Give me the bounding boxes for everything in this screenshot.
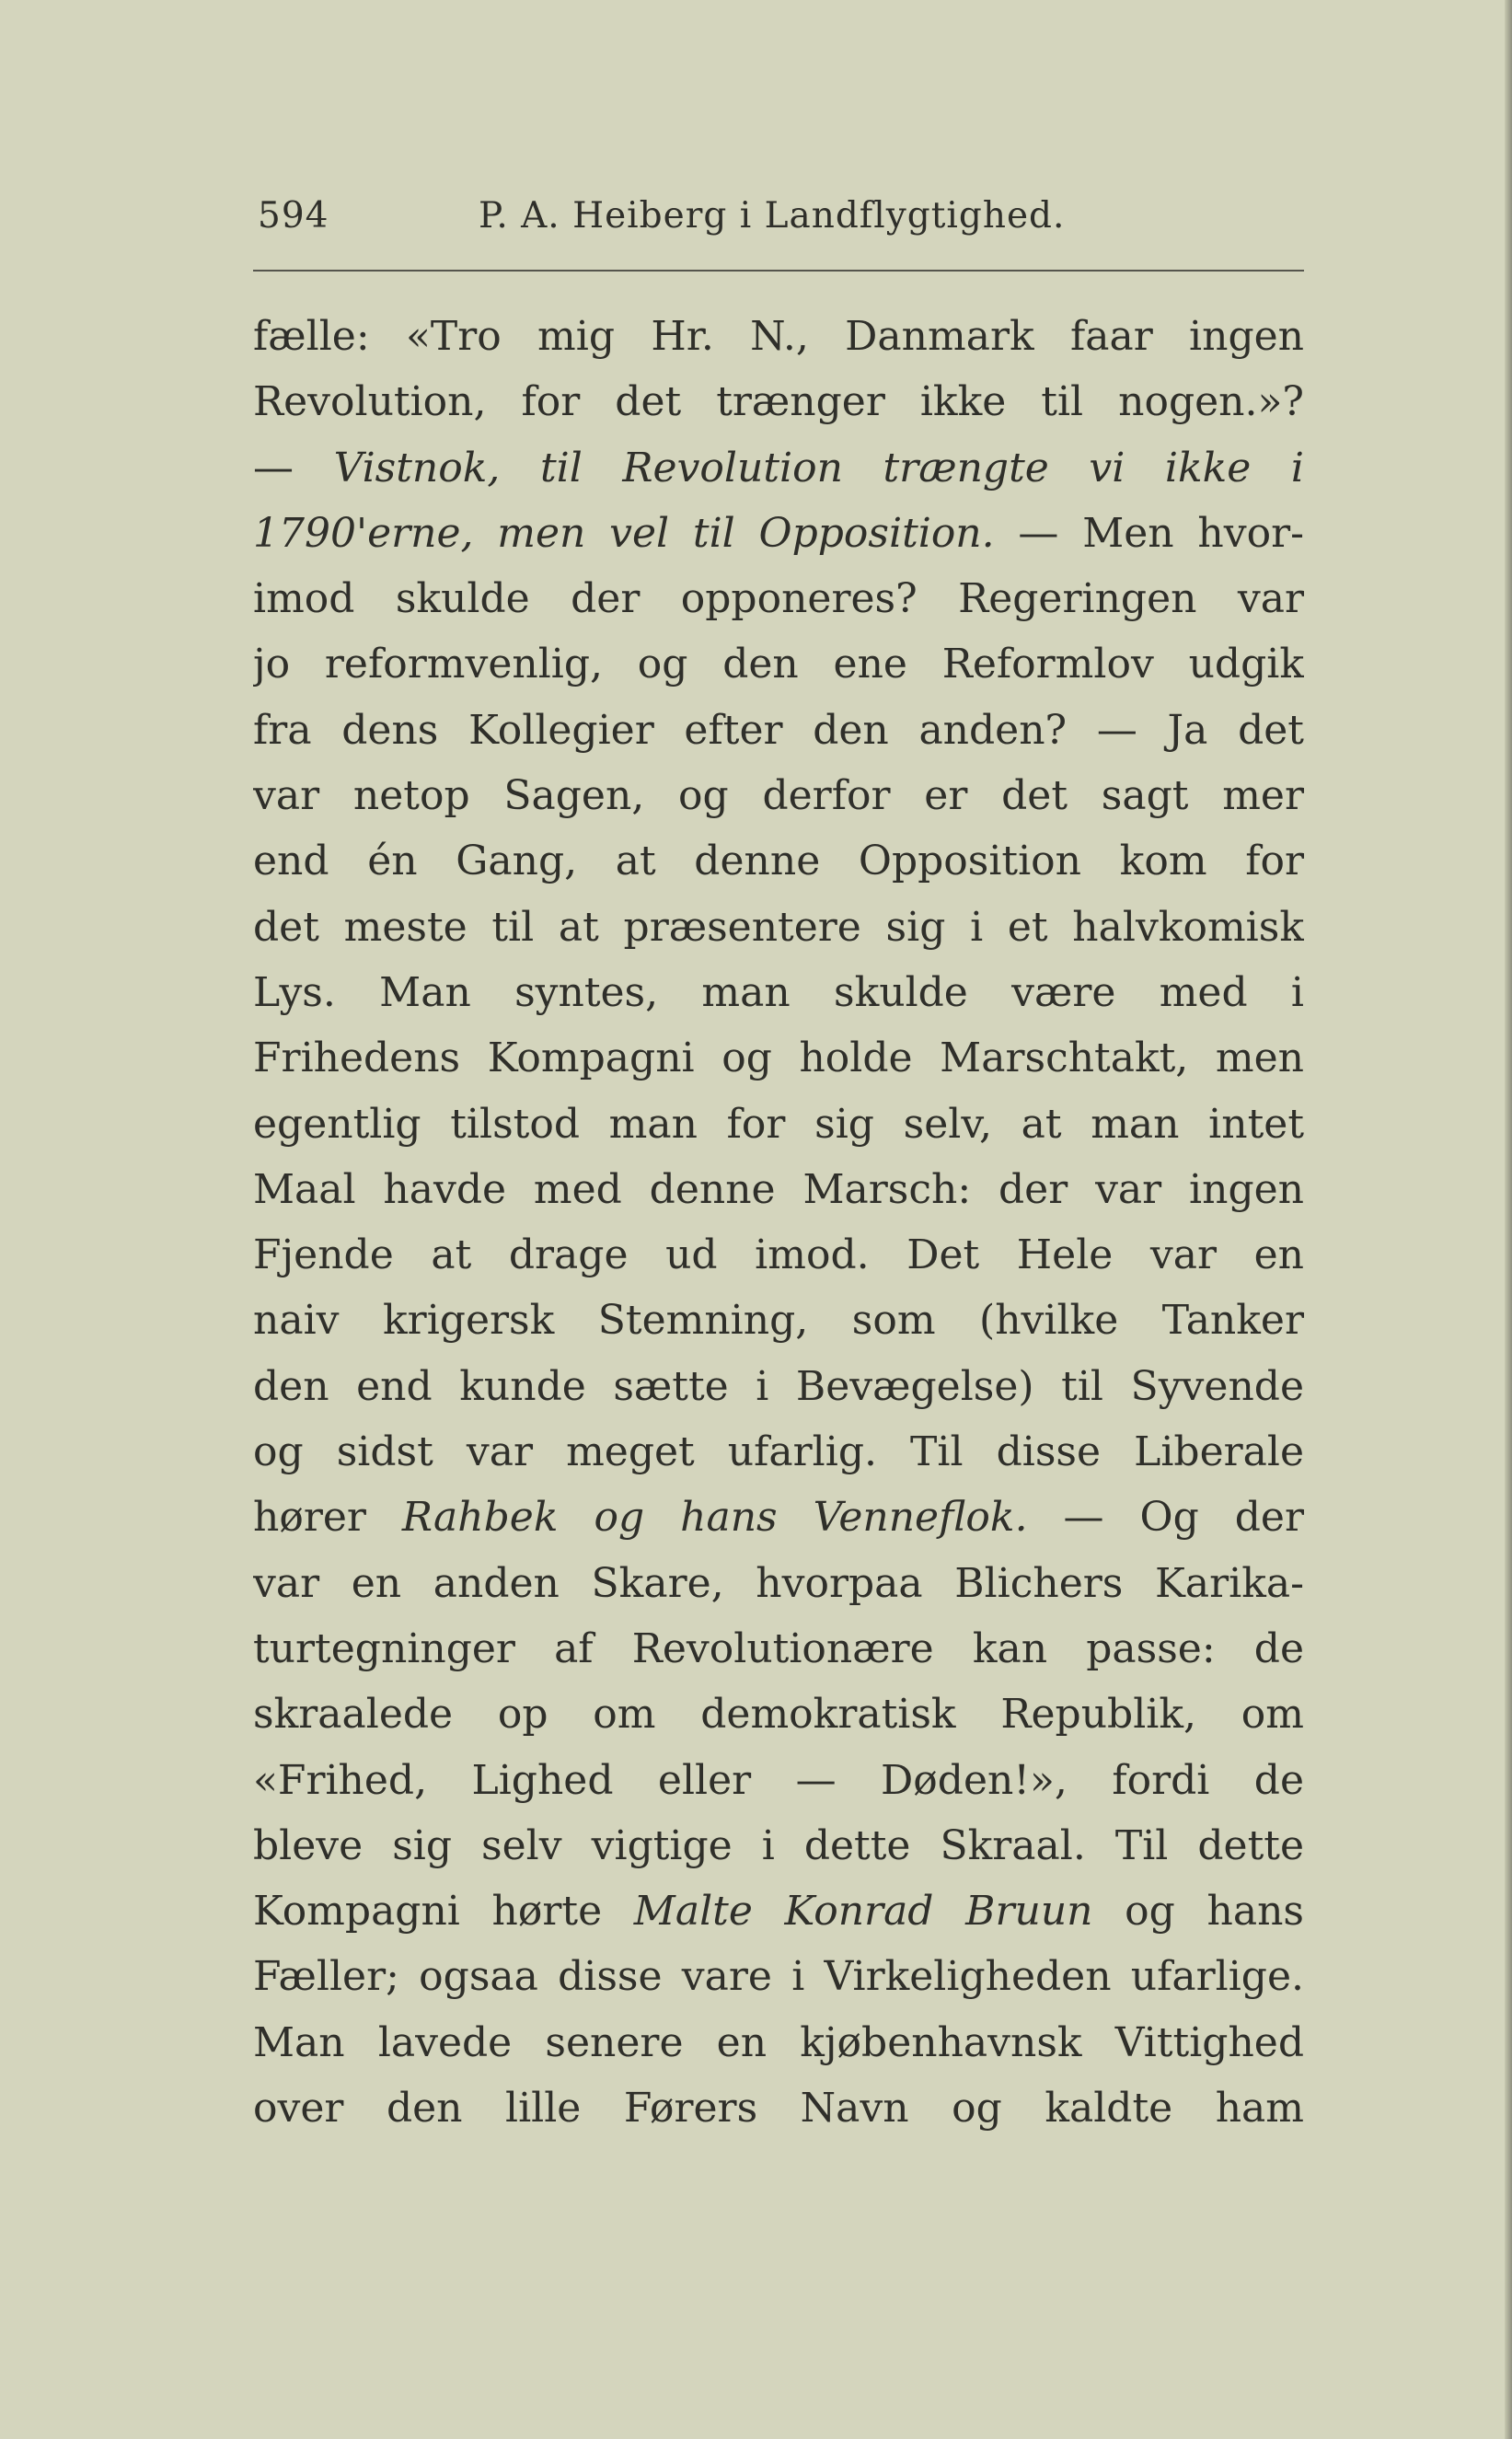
text-line [253, 828, 1304, 894]
text-segment: og hans [1092, 1888, 1304, 1936]
text-line [253, 1485, 1304, 1550]
text-segment: Maal havde med denne Marsch: der var ingen [253, 1165, 1304, 1213]
italic-text-segment: 1790'erne, men vel til Opposition. [253, 509, 995, 557]
italic-text-segment: Rahbek og hans Venneflok. [401, 1494, 1028, 1542]
text-segment: var netop Sagen, og derfor er det sagt mer [253, 772, 1304, 820]
text-segment: det meste til at præsentere sig i et halvkomisk [253, 903, 1304, 951]
text-line [253, 1616, 1304, 1682]
text-line [253, 1419, 1304, 1485]
text-line [253, 763, 1304, 828]
text-segment: — Og der [1027, 1494, 1304, 1542]
page-edge [1505, 0, 1512, 2439]
text-segment: og sidst var meget ufarlig. Til disse Liberale [253, 1428, 1304, 1476]
text-segment: den end kunde sætte i Bevægelse) til Syvende [253, 1362, 1304, 1410]
text-line [253, 1222, 1304, 1288]
text-segment: Fæller; ogsaa disse vare i Virkeligheden ufarlige. [253, 1953, 1304, 2001]
text-segment: Man lavede senere en kjøbenhavnsk Vittighed [253, 2018, 1304, 2066]
text-segment: Frihedens Kompagni og holde Marschtakt, men [253, 1035, 1304, 1082]
text-segment: «Frihed, Lighed eller — Døden!», fordi de [253, 1756, 1304, 1804]
text-line [253, 1354, 1304, 1419]
running-head [248, 189, 1307, 244]
text-line [253, 2075, 1304, 2141]
text-segment: imod skulde der opponeres? Regeringen var [253, 575, 1304, 623]
text-line [253, 698, 1304, 763]
running-title: P. A. Heiberg i Landflygtighed. [479, 195, 1066, 237]
text-segment: hører [253, 1494, 402, 1542]
text-segment: — Men hvor- [994, 509, 1304, 557]
text-line [253, 501, 1304, 566]
text-segment: — [253, 444, 334, 491]
text-segment: end én Gang, at denne Opposition kom for [253, 838, 1304, 885]
text-line [253, 1288, 1304, 1353]
text-line [253, 435, 1304, 501]
text-segment: fra dens Kollegier efter den anden? — Ja det [253, 706, 1304, 754]
text-segment: jo reformvenlig, og den ene Reformlov udgik [253, 641, 1304, 688]
text-line [253, 566, 1304, 631]
text-line [253, 1813, 1304, 1878]
text-segment: Revolution, for det trænger ikke til nogen.»? [253, 378, 1304, 426]
text-line [253, 1092, 1304, 1157]
header-rule [253, 270, 1304, 272]
text-segment: naiv krigersk Stemning, som (hvilke Tanker [253, 1297, 1304, 1345]
text-segment: var en anden Skare, hvorpaa Blichers Karika- [253, 1559, 1304, 1607]
page-number: 594 [258, 195, 329, 237]
text-line [253, 369, 1304, 434]
text-segment: bleve sig selv vigtige i dette Skraal. Til dette [253, 1821, 1304, 1869]
text-line [253, 1025, 1304, 1091]
text-line [253, 1682, 1304, 1747]
text-segment: Lys. Man syntes, man skulde være med i [253, 968, 1304, 1016]
text-segment: fælle: «Tro mig Hr. N., Danmark faar ingen [253, 313, 1304, 360]
text-segment: skraalede op om demokratisk Republik, om [253, 1691, 1304, 1739]
text-line [253, 1551, 1304, 1616]
italic-text-segment: Malte Konrad Bruun [633, 1888, 1093, 1936]
text-segment: turtegninger af Revolutionære kan passe: de [253, 1624, 1304, 1672]
text-line [253, 1944, 1304, 2009]
text-line [253, 1157, 1304, 1222]
text-line [253, 895, 1304, 960]
text-line [253, 2010, 1304, 2075]
italic-text-segment: Vistnok, til Revolution trængte vi ikke i [333, 444, 1304, 491]
text-segment: Fjende at drage ud imod. Det Hele var en [253, 1231, 1304, 1279]
text-line [253, 304, 1304, 369]
text-segment: egentlig tilstod man for sig selv, at man intet [253, 1100, 1304, 1148]
text-line [253, 1748, 1304, 1813]
text-line [253, 960, 1304, 1025]
text-segment: over den lille Førers Navn og kaldte ham [253, 2085, 1304, 2133]
text-line [253, 1878, 1304, 1944]
text-segment: Kompagni hørte [253, 1888, 634, 1936]
text-line [253, 631, 1304, 697]
body-text [253, 304, 1304, 2141]
